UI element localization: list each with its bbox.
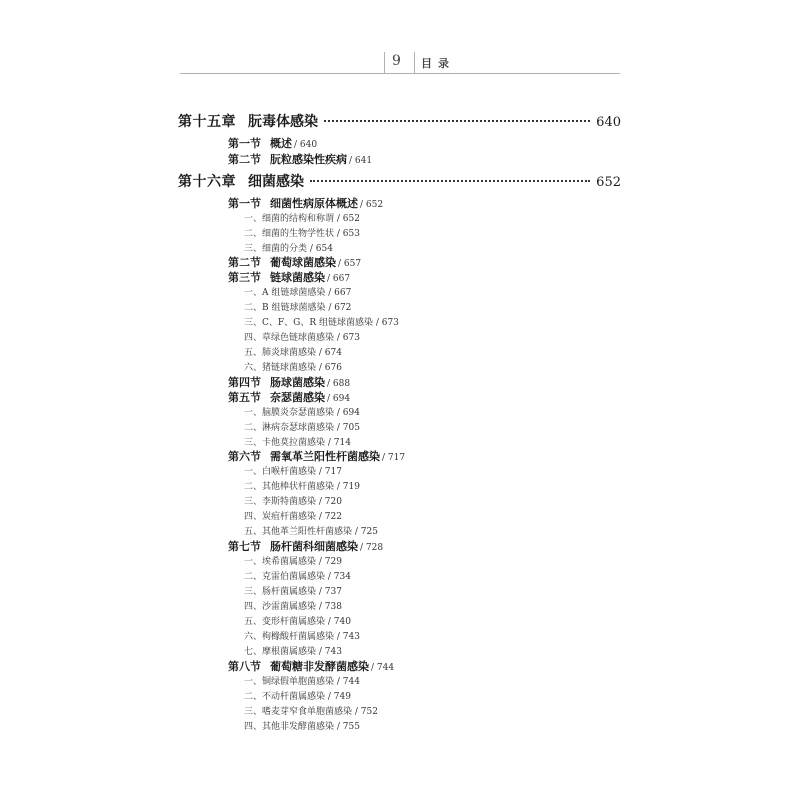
subsection-entry: 六、枸橼酸杆菌属感染 / 743 (244, 632, 360, 642)
section-page: / 657 (338, 259, 362, 269)
section-entry (228, 151, 372, 167)
subsection-entry: 一、A 组链球菌感染 / 667 (244, 288, 352, 298)
chapter-label: 第十六章 (178, 174, 236, 190)
subsection-entry: 四、草绿色链球菌感染 / 673 (244, 333, 360, 343)
section-title: 奈瑟菌感染 (270, 391, 325, 404)
subsection-entry: 四、其他非发酵菌感染 / 755 (244, 722, 360, 732)
chapter-title: 细菌感染 (248, 174, 304, 190)
section-entry (228, 389, 350, 405)
section-label: 第四节 (228, 376, 261, 389)
subsection-entry: 五、其他革兰阳性杆菌感染 / 725 (244, 527, 378, 537)
section-page: / 640 (294, 140, 318, 150)
dot-leader (324, 120, 590, 122)
section-label: 第六节 (228, 450, 261, 463)
section-page: / 717 (382, 453, 406, 463)
section-title: 细菌性病原体概述 (270, 197, 358, 210)
subsection-entry: 六、猪链球菌感染 / 676 (244, 363, 342, 373)
section-title: 葡萄糖非发酵菌感染 (270, 660, 369, 673)
section-label: 第一节 (228, 197, 261, 210)
subsection-entry: 二、克雷伯菌属感染 / 734 (244, 572, 351, 582)
section-label: 第五节 (228, 391, 261, 404)
subsection-entry: 四、炭疽杆菌感染 / 722 (244, 512, 342, 522)
section-label: 第七节 (228, 540, 261, 553)
section-page: / 688 (327, 379, 351, 389)
section-title: 概述 (270, 137, 292, 150)
section-entry (228, 448, 405, 464)
section-entry (228, 658, 394, 674)
section-entry (228, 374, 350, 390)
section-entry (228, 269, 350, 285)
section-title: 朊粒感染性疾病 (270, 153, 347, 166)
subsection-entry: 七、摩根菌属感染 / 743 (244, 647, 342, 657)
chapter-page: 640 (596, 115, 621, 130)
subsection-entry: 三、细菌的分类 / 654 (244, 244, 333, 254)
subsection-entry: 一、白喉杆菌感染 / 717 (244, 467, 342, 477)
subsection-entry: 三、嗜麦芽窄食单胞菌感染 / 752 (244, 707, 378, 717)
subsection-entry: 四、沙雷菌属感染 / 738 (244, 602, 342, 612)
subsection-entry: 一、铜绿假单胞菌感染 / 744 (244, 677, 360, 687)
subsection-entry: 一、脑膜炎奈瑟菌感染 / 694 (244, 408, 360, 418)
header-title: 目录 (421, 57, 455, 70)
section-label: 第一节 (228, 137, 261, 150)
section-entry (228, 538, 383, 554)
section-page: / 744 (371, 663, 395, 673)
header-separator-left (384, 52, 385, 74)
section-entry (228, 254, 361, 270)
chapter-entry (178, 111, 621, 131)
subsection-entry: 二、B 组链球菌感染 / 672 (244, 303, 352, 313)
section-title: 肠杆菌科细菌感染 (270, 540, 358, 553)
section-page: / 728 (360, 543, 384, 553)
chapter-page: 652 (596, 175, 621, 190)
section-page: / 694 (327, 394, 351, 404)
subsection-entry: 一、细菌的结构和称谓 / 652 (244, 214, 360, 224)
chapter-label: 第十五章 (178, 114, 236, 130)
section-label: 第八节 (228, 660, 261, 673)
chapter-title: 朊毒体感染 (248, 114, 318, 130)
subsection-entry: 二、其他棒状杆菌感染 / 719 (244, 482, 360, 492)
section-label: 第三节 (228, 271, 261, 284)
section-title: 肠球菌感染 (270, 376, 325, 389)
section-page: / 652 (360, 200, 384, 210)
subsection-entry: 二、淋病奈瑟球菌感染 / 705 (244, 423, 360, 433)
section-entry (228, 135, 317, 151)
subsection-entry: 五、变形杆菌属感染 / 740 (244, 617, 351, 627)
section-page: / 641 (349, 156, 373, 166)
header-rule (180, 73, 620, 74)
chapter-entry (178, 171, 621, 191)
section-title: 需氧革兰阳性杆菌感染 (270, 450, 380, 463)
subsection-entry: 二、不动杆菌属感染 / 749 (244, 692, 351, 702)
subsection-entry: 二、细菌的生物学性状 / 653 (244, 229, 360, 239)
page-number: 9 (392, 53, 401, 69)
section-entry (228, 195, 383, 211)
subsection-entry: 三、李斯特菌感染 / 720 (244, 497, 342, 507)
section-title: 葡萄球菌感染 (270, 256, 336, 269)
subsection-entry: 五、肺炎球菌感染 / 674 (244, 348, 342, 358)
header-separator-right (414, 52, 415, 74)
subsection-entry: 三、卡他莫拉菌感染 / 714 (244, 438, 351, 448)
dot-leader (310, 180, 590, 182)
section-page: / 667 (327, 274, 351, 284)
subsection-entry: 三、C、F、G、R 组链球菌感染 / 673 (244, 318, 399, 328)
section-label: 第二节 (228, 153, 261, 166)
section-title: 链球菌感染 (270, 271, 325, 284)
section-label: 第二节 (228, 256, 261, 269)
subsection-entry: 三、肠杆菌属感染 / 737 (244, 587, 342, 597)
subsection-entry: 一、埃希菌属感染 / 729 (244, 557, 342, 567)
